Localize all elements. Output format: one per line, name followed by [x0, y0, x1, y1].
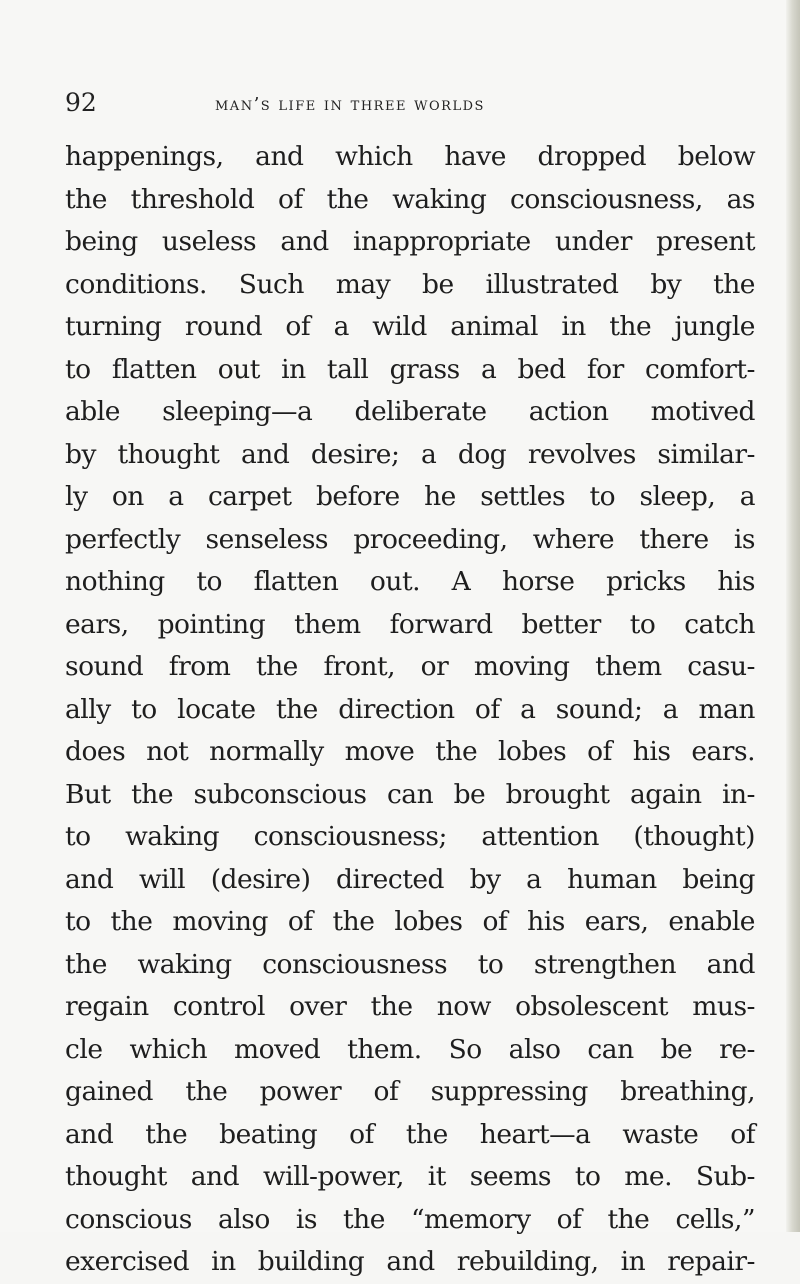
text-line: regain control over the now obsolescent mus-	[65, 991, 755, 1022]
text-line: the waking consciousness to strengthen and	[65, 948, 755, 980]
text-line: ears, pointing them forward better to catch	[65, 608, 755, 640]
text-line: to waking consciousness; attention (thought)	[65, 821, 755, 852]
text-line: being useless and inappropriate under present	[65, 226, 755, 257]
text-line: ally to locate the direction of a sound; a man	[65, 693, 755, 725]
page-edge-shadow	[786, 0, 800, 1232]
text-line: conditions. Such may be illustrated by the	[65, 268, 755, 300]
text-line: by thought and desire; a dog revolves similar-	[65, 438, 755, 470]
text-line: able sleeping—a deliberate action motived	[65, 396, 755, 427]
text-line: ly on a carpet before he settles to sleep, a	[65, 481, 755, 512]
text-line: happenings, and which have dropped below	[65, 141, 755, 172]
text-line: perfectly senseless proceeding, where there is	[65, 523, 755, 555]
text-line: nothing to flatten out. A horse pricks his	[65, 566, 755, 597]
text-line: to the moving of the lobes of his ears, enable	[65, 906, 755, 937]
page-header	[65, 88, 755, 118]
text-line: does not normally move the lobes of his ears.	[65, 736, 755, 767]
text-line: and will (desire) directed by a human being	[65, 863, 755, 895]
text-line: the threshold of the waking consciousness, as	[65, 183, 755, 215]
text-line: and the beating of the heart—a waste of	[65, 1118, 755, 1150]
text-line: But the subconscious can be brought again in-	[65, 778, 755, 810]
text-line: gained the power of suppressing breathing,	[65, 1076, 755, 1107]
text-line: thought and will-power, it seems to me. Sub-	[65, 1161, 755, 1192]
text-line: to flatten out in tall grass a bed for comfort-	[65, 353, 755, 385]
running-head: man’s life in three worlds	[215, 94, 485, 115]
text-line: cle which moved them. So also can be re-	[65, 1033, 755, 1065]
body-text	[65, 136, 755, 1284]
text-line: sound from the front, or moving them casu-	[65, 651, 755, 682]
text-line: turning round of a wild animal in the jungle	[65, 311, 755, 342]
text-line: conscious also is the “memory of the cells,”	[65, 1203, 755, 1235]
text-line: exercised in building and rebuilding, in repair-	[65, 1246, 755, 1277]
page-number: 92	[65, 88, 97, 117]
